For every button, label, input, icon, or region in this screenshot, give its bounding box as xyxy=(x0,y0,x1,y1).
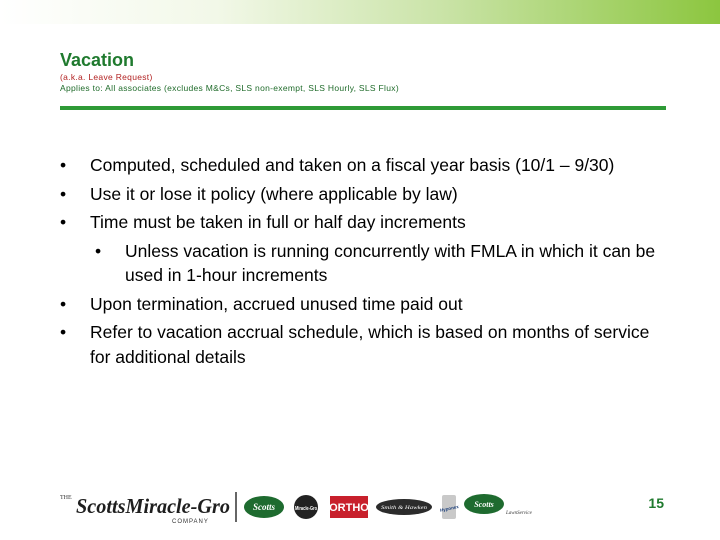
bullet-text: Unless vacation is running concurrently with FMLA in which it can be used in 1-hour increments xyxy=(125,240,656,285)
footer-logos xyxy=(60,486,670,526)
svg-text:Smith & Hawken: Smith & Hawken xyxy=(381,506,428,511)
page-number: 15 xyxy=(648,495,664,511)
bullet-marker: • xyxy=(60,183,67,204)
bullet-text: Use it or lose it policy (where applicable by law) xyxy=(90,183,458,204)
slide-subtitle-aka: (a.k.a. Leave Request) xyxy=(60,72,153,82)
scotts-lawnservice-brand-logo xyxy=(464,494,533,516)
bullet-marker: • xyxy=(60,322,67,342)
ortho-brand-logo xyxy=(329,496,369,518)
bullet-marker: • xyxy=(60,212,67,232)
bullet-text: Time must be taken in full or half day increments xyxy=(90,212,466,232)
svg-text:ORTHO: ORTHO xyxy=(329,502,369,514)
brand-logos xyxy=(244,486,664,526)
bullet-marker: • xyxy=(60,155,67,175)
header-divider xyxy=(60,106,666,110)
top-gradient-bar xyxy=(0,0,720,24)
logo-company-sub: COMPANY xyxy=(172,519,209,525)
hyponex-brand-logo xyxy=(439,495,459,519)
applies-to-note: Applies to: All associates (excludes M&Cs, SLS non-exempt, SLS Hourly, SLS Flux) xyxy=(60,83,399,93)
svg-text:LawnService: LawnService xyxy=(506,511,532,516)
slide-header xyxy=(60,50,670,94)
scotts-miracle-gro-company-logo xyxy=(60,486,238,526)
svg-text:Miracle-Gro: Miracle-Gro xyxy=(295,506,318,512)
logo-company-name: ScottsMiracle-Gro xyxy=(76,494,230,518)
bullet-marker: • xyxy=(95,240,102,261)
bullet-text: Refer to vacation accrual schedule, which is based on months of service for additional details xyxy=(90,322,650,367)
svg-text:Hyponex: Hyponex xyxy=(439,504,460,513)
svg-text:Scotts: Scotts xyxy=(474,500,494,509)
bullet-marker: • xyxy=(60,293,67,314)
smith-hawken-brand-logo xyxy=(376,499,432,515)
bullet-item xyxy=(58,210,668,235)
bullet-item xyxy=(58,153,668,178)
bullet-list xyxy=(58,153,668,373)
bullet-item xyxy=(58,292,668,317)
scotts-brand-logo xyxy=(244,496,284,518)
svg-text:Scotts: Scotts xyxy=(252,502,276,512)
bullet-item xyxy=(58,182,668,207)
bullet-text: Upon termination, accrued unused time paid out xyxy=(90,293,463,314)
slide-title: Vacation xyxy=(60,50,135,70)
bullet-text: Computed, scheduled and taken on a fiscal year basis (10/1 – 9/30) xyxy=(90,155,615,175)
miracle-gro-brand-logo xyxy=(294,495,318,519)
bullet-item xyxy=(58,320,668,369)
sub-bullet-item xyxy=(93,239,668,288)
logo-the-text: THE xyxy=(60,495,72,501)
